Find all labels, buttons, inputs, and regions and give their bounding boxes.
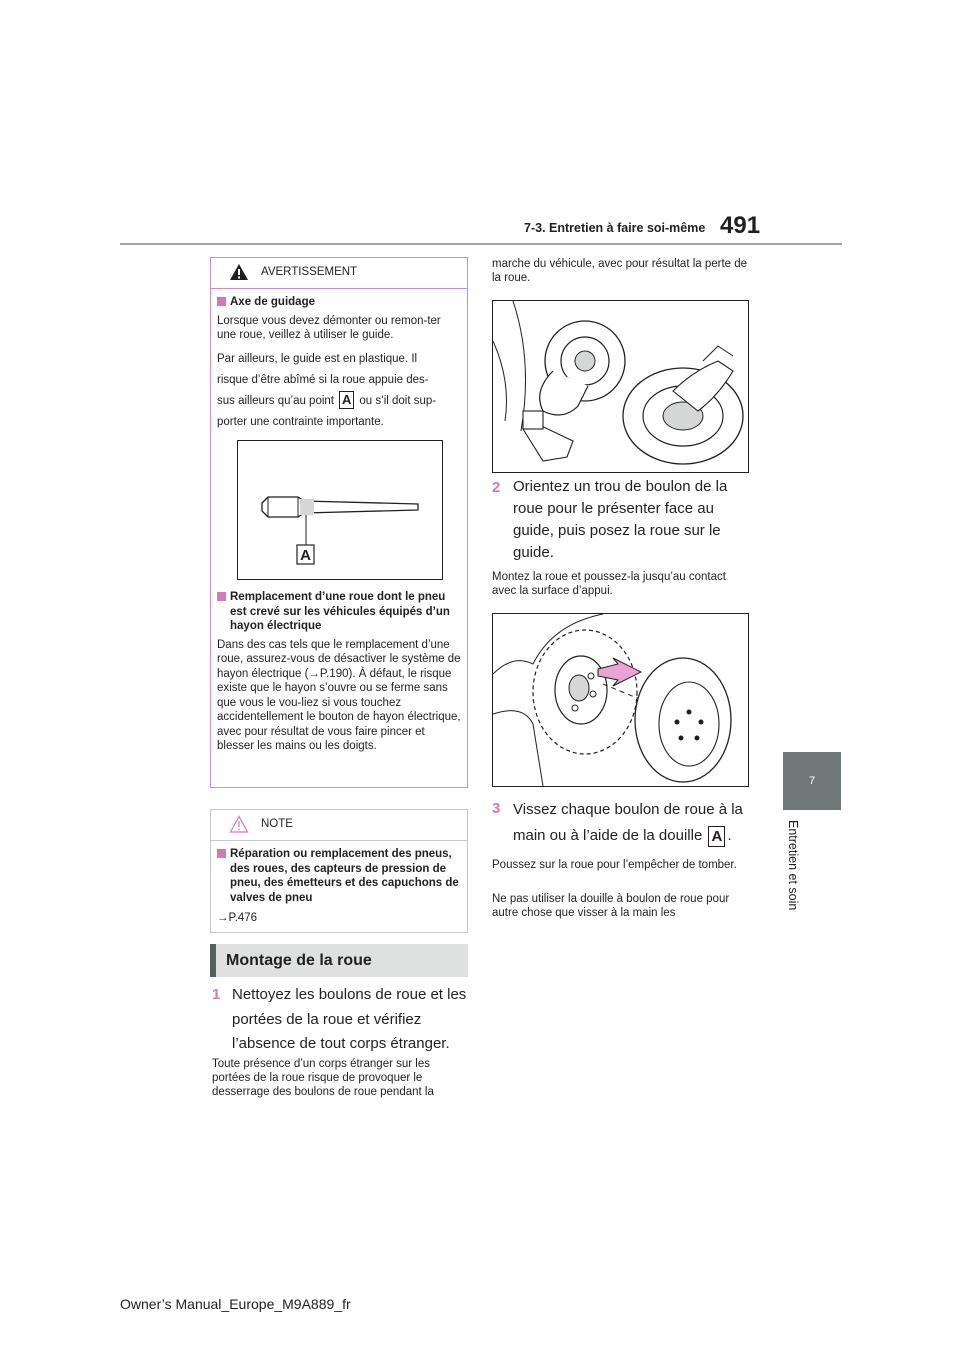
step-number: 3 — [492, 800, 501, 817]
warning-title: AVERTISSEMENT — [261, 266, 358, 278]
step-detail: Toute présence d’un corps étranger sur les portées de la roue risque de provoquer le desserrage des boulons de roue pendant la — [212, 1058, 434, 1098]
continued-text: marche du véhicule, avec pour résultat la perte de la roue. — [492, 258, 748, 284]
section-heading: Montage de la roue — [210, 944, 468, 977]
footer-text: Owner’s Manual_Europe_M9A889_fr — [120, 1296, 351, 1312]
note-box — [210, 809, 468, 933]
mounting-wheel-figure — [492, 613, 749, 787]
warning-item-heading: Remplacement d’une roue dont le pneu est crevé sur les véhicules équipés d’un hayon électrique — [217, 590, 461, 634]
step-detail: Poussez sur la roue pour l’empêcher de tomber. — [492, 859, 737, 871]
bullet-square-icon — [217, 592, 226, 601]
header-rule — [120, 243, 842, 245]
caution-triangle-icon — [229, 815, 249, 833]
chapter-label: Entretien et soin — [786, 820, 800, 911]
warning-triangle-icon — [229, 263, 249, 281]
warning-header — [211, 258, 467, 289]
note-header — [211, 810, 467, 841]
note-title: NOTE — [261, 818, 293, 830]
warning-box — [210, 257, 468, 788]
guide-a-label: A — [300, 547, 311, 564]
step-text: Orientez un trou de boulon de la roue pour le présenter face au guide, puis posez la roue sur le guide. — [513, 478, 728, 561]
step-text: Nettoyez les boulons de roue et les portées de la roue et vérifiez l’absence de tout corps étranger. — [232, 986, 467, 1052]
step-number: 2 — [492, 479, 501, 496]
chapter-tab: 7 — [783, 752, 841, 810]
guide-pin-figure — [237, 440, 443, 580]
bullet-square-icon — [217, 297, 226, 306]
section-title: 7-3. Entretien à faire soi-même — [524, 221, 706, 235]
warning-item-text: Dans des cas tels que le remplacement d’une roue, assurez-vous de désactiver le système de hayon électrique (→P.190). À défaut, le risque existe que le hayon s’ouvre ou se ferme sans que vous le vou-liez si vous touchez accidentellement le bouton de hayon électrique, avec pour résultat de vous faire pincer et blesser les mains ou les doigts. — [217, 638, 461, 752]
step-detail: Ne pas utiliser la douille à boulon de roue pour autre chose que visser à la main les — [492, 893, 730, 919]
page-number: 491 — [720, 212, 761, 239]
point-a-label: A — [339, 391, 354, 409]
step-detail: Montez la roue et poussez-la jusqu’au contact avec la surface d’appui. — [492, 571, 726, 597]
note-reference: →P.476 — [217, 912, 258, 924]
socket-a-label: A — [708, 826, 725, 847]
bullet-square-icon — [217, 849, 226, 858]
cleaning-wheel-figure — [492, 300, 749, 473]
warning-item-text: Lorsque vous devez démonter ou remon-ter une roue, veillez à utiliser le guide. — [217, 314, 441, 341]
note-heading: Réparation ou remplacement des pneus, des roues, des capteurs de pression de pneu, des émetteurs et des capuchons de valves de pneu — [217, 847, 461, 905]
step-text: Vissez chaque boulon de roue à la main ou à l’aide de la douille A . — [513, 801, 743, 845]
step-number: 1 — [212, 986, 221, 1003]
warning-item-text: Par ailleurs, le guide est en plastique. Il risque d’être abîmé si la roue appuie des- sus ailleurs qu’au point A ou s’il doit sup- porter une contrainte importante. — [217, 352, 437, 428]
warning-item-heading: Axe de guidage — [217, 295, 461, 310]
